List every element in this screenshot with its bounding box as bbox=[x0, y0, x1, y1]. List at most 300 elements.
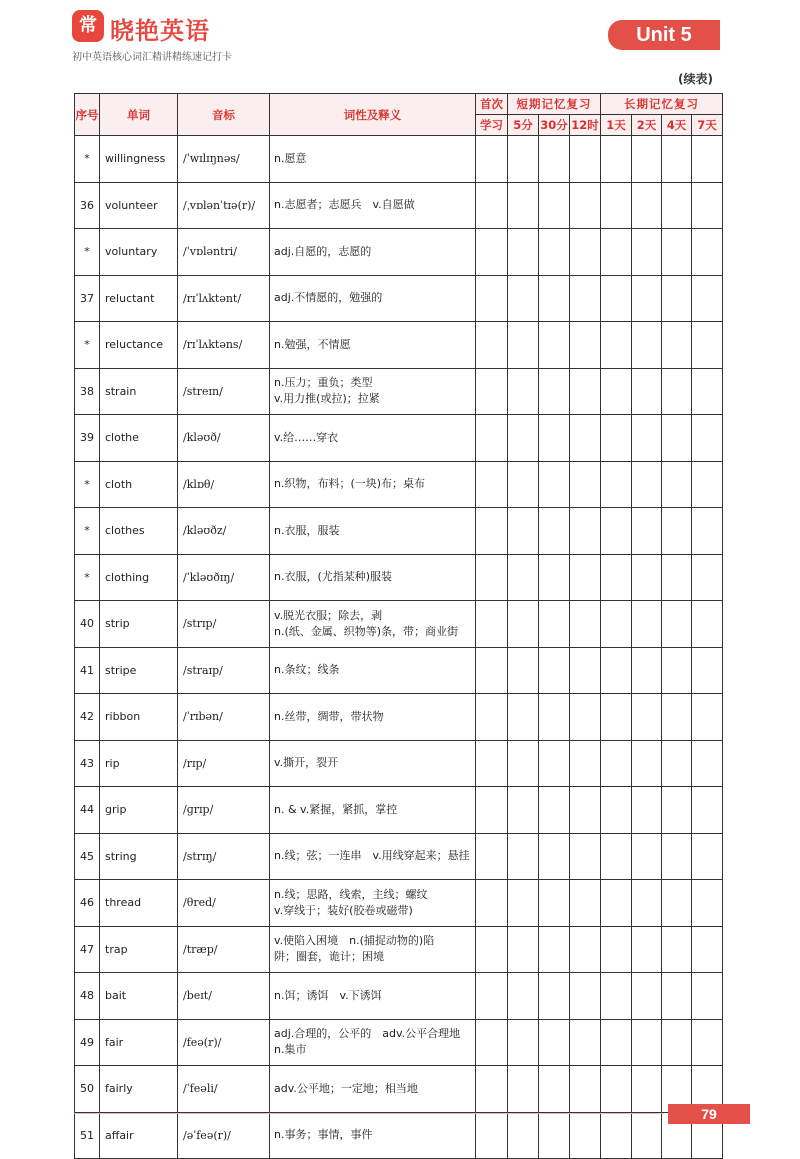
row-word: clothe bbox=[100, 415, 178, 462]
header-short-col: 30分 bbox=[539, 115, 570, 136]
review-checkbox-cell[interactable] bbox=[476, 554, 508, 601]
table-row bbox=[75, 368, 723, 415]
review-checkbox-cell[interactable] bbox=[692, 415, 723, 462]
review-checkbox-cell[interactable] bbox=[692, 787, 723, 834]
review-checkbox-cell[interactable] bbox=[476, 461, 508, 508]
row-word: fairly bbox=[100, 1066, 178, 1113]
review-checkbox-cell[interactable] bbox=[539, 973, 570, 1020]
row-ipa: /træp/ bbox=[178, 926, 270, 973]
review-checkbox-cell[interactable] bbox=[476, 973, 508, 1020]
row-definition bbox=[270, 880, 476, 927]
row-ipa: /kləʊðz/ bbox=[178, 508, 270, 555]
definition-line: v.撕开，裂开 bbox=[274, 756, 339, 770]
definition-line: v.脱光衣服；除去，剥 bbox=[274, 608, 383, 622]
review-checkbox-cell[interactable] bbox=[692, 647, 723, 694]
table-row bbox=[75, 1112, 723, 1159]
review-checkbox-cell[interactable] bbox=[632, 1066, 662, 1113]
review-checkbox-cell[interactable] bbox=[632, 136, 662, 183]
review-checkbox-cell[interactable] bbox=[662, 415, 692, 462]
row-number: 48 bbox=[75, 973, 100, 1020]
review-checkbox-cell[interactable] bbox=[662, 136, 692, 183]
review-checkbox-cell[interactable] bbox=[692, 461, 723, 508]
table-row bbox=[75, 229, 723, 276]
row-ipa: /θred/ bbox=[178, 880, 270, 927]
review-checkbox-cell[interactable] bbox=[508, 973, 539, 1020]
review-checkbox-cell[interactable] bbox=[632, 880, 662, 927]
row-definition bbox=[270, 229, 476, 276]
row-ipa: /strɪp/ bbox=[178, 601, 270, 648]
review-checkbox-cell[interactable] bbox=[570, 1112, 601, 1159]
review-checkbox-cell[interactable] bbox=[476, 740, 508, 787]
review-checkbox-cell[interactable] bbox=[570, 368, 601, 415]
table-row bbox=[75, 601, 723, 648]
row-definition bbox=[270, 787, 476, 834]
table-row bbox=[75, 647, 723, 694]
review-checkbox-cell[interactable] bbox=[662, 926, 692, 973]
review-checkbox-cell[interactable] bbox=[570, 647, 601, 694]
review-checkbox-cell[interactable] bbox=[539, 229, 570, 276]
review-checkbox-cell[interactable] bbox=[692, 229, 723, 276]
review-checkbox-cell[interactable] bbox=[539, 1066, 570, 1113]
review-checkbox-cell[interactable] bbox=[601, 229, 632, 276]
row-definition bbox=[270, 647, 476, 694]
definition-line: v.给……穿衣 bbox=[274, 430, 339, 444]
table-row bbox=[75, 182, 723, 229]
review-checkbox-cell[interactable] bbox=[601, 415, 632, 462]
definition-line: n.织物，布料；(一块)布；桌布 bbox=[274, 477, 426, 491]
review-checkbox-cell[interactable] bbox=[476, 787, 508, 834]
row-word: rip bbox=[100, 740, 178, 787]
review-checkbox-cell[interactable] bbox=[508, 229, 539, 276]
review-checkbox-cell[interactable] bbox=[662, 554, 692, 601]
row-ipa: /ˈwɪlɪŋnəs/ bbox=[178, 136, 270, 183]
table-row bbox=[75, 787, 723, 834]
review-checkbox-cell[interactable] bbox=[539, 601, 570, 648]
header-seq: 序号 bbox=[75, 94, 100, 136]
review-checkbox-cell[interactable] bbox=[601, 182, 632, 229]
review-checkbox-cell[interactable] bbox=[662, 508, 692, 555]
row-definition bbox=[270, 508, 476, 555]
row-ipa: /straɪp/ bbox=[178, 647, 270, 694]
review-checkbox-cell[interactable] bbox=[570, 880, 601, 927]
page-number: 79 bbox=[668, 1104, 750, 1124]
review-checkbox-cell[interactable] bbox=[632, 601, 662, 648]
review-checkbox-cell[interactable] bbox=[662, 1019, 692, 1066]
row-word: clothes bbox=[100, 508, 178, 555]
definition-line: adj.不情愿的，勉强的 bbox=[274, 291, 383, 305]
review-checkbox-cell[interactable] bbox=[476, 275, 508, 322]
table-row bbox=[75, 554, 723, 601]
unit-badge: Unit 5 bbox=[608, 20, 720, 50]
row-number: 46 bbox=[75, 880, 100, 927]
review-checkbox-cell[interactable] bbox=[632, 647, 662, 694]
review-checkbox-cell[interactable] bbox=[570, 833, 601, 880]
review-checkbox-cell[interactable] bbox=[508, 461, 539, 508]
row-number: 36 bbox=[75, 182, 100, 229]
review-checkbox-cell[interactable] bbox=[508, 136, 539, 183]
review-checkbox-cell[interactable] bbox=[662, 973, 692, 1020]
review-checkbox-cell[interactable] bbox=[632, 1112, 662, 1159]
review-checkbox-cell[interactable] bbox=[662, 229, 692, 276]
book-subtitle: 初中英语核心词汇精讲精练速记打卡 bbox=[72, 52, 232, 63]
review-checkbox-cell[interactable] bbox=[539, 880, 570, 927]
review-checkbox-cell[interactable] bbox=[632, 554, 662, 601]
review-checkbox-cell[interactable] bbox=[601, 1066, 632, 1113]
review-checkbox-cell[interactable] bbox=[570, 1066, 601, 1113]
review-checkbox-cell[interactable] bbox=[539, 182, 570, 229]
review-checkbox-cell[interactable] bbox=[508, 880, 539, 927]
row-definition bbox=[270, 275, 476, 322]
review-checkbox-cell[interactable] bbox=[570, 508, 601, 555]
table-row bbox=[75, 136, 723, 183]
review-checkbox-cell[interactable] bbox=[570, 926, 601, 973]
review-checkbox-cell[interactable] bbox=[570, 415, 601, 462]
review-checkbox-cell[interactable] bbox=[692, 833, 723, 880]
review-checkbox-cell[interactable] bbox=[662, 461, 692, 508]
review-checkbox-cell[interactable] bbox=[662, 601, 692, 648]
review-checkbox-cell[interactable] bbox=[570, 182, 601, 229]
review-checkbox-cell[interactable] bbox=[692, 275, 723, 322]
definition-line: n. & v.紧握，紧抓，掌控 bbox=[274, 802, 398, 816]
review-checkbox-cell[interactable] bbox=[539, 926, 570, 973]
review-checkbox-cell[interactable] bbox=[476, 415, 508, 462]
review-checkbox-cell[interactable] bbox=[570, 973, 601, 1020]
review-checkbox-cell[interactable] bbox=[508, 1066, 539, 1113]
review-checkbox-cell[interactable] bbox=[601, 601, 632, 648]
row-ipa: /ˈvɒləntri/ bbox=[178, 229, 270, 276]
definition-line: n.线；弦；一连串 v.用线穿起来；悬挂 bbox=[274, 849, 470, 863]
review-checkbox-cell[interactable] bbox=[601, 554, 632, 601]
review-checkbox-cell[interactable] bbox=[601, 973, 632, 1020]
review-checkbox-cell[interactable] bbox=[662, 322, 692, 369]
row-definition bbox=[270, 740, 476, 787]
review-checkbox-cell[interactable] bbox=[692, 182, 723, 229]
review-checkbox-cell[interactable] bbox=[632, 229, 662, 276]
row-word: affair bbox=[100, 1112, 178, 1159]
review-checkbox-cell[interactable] bbox=[508, 275, 539, 322]
review-checkbox-cell[interactable] bbox=[601, 787, 632, 834]
row-word: cloth bbox=[100, 461, 178, 508]
review-checkbox-cell[interactable] bbox=[476, 136, 508, 183]
review-checkbox-cell[interactable] bbox=[662, 880, 692, 927]
review-checkbox-cell[interactable] bbox=[539, 740, 570, 787]
review-checkbox-cell[interactable] bbox=[508, 601, 539, 648]
row-ipa: /beɪt/ bbox=[178, 973, 270, 1020]
definition-line: n.衣服，(尤指某种)服装 bbox=[274, 570, 393, 584]
review-checkbox-cell[interactable] bbox=[601, 694, 632, 741]
row-definition bbox=[270, 833, 476, 880]
header-word: 单词 bbox=[100, 94, 178, 136]
row-number: 47 bbox=[75, 926, 100, 973]
review-checkbox-cell[interactable] bbox=[632, 415, 662, 462]
header-long-col: 1天 bbox=[601, 115, 632, 136]
row-ipa: /ˈkləʊðɪŋ/ bbox=[178, 554, 270, 601]
row-definition bbox=[270, 1019, 476, 1066]
review-checkbox-cell[interactable] bbox=[632, 833, 662, 880]
review-checkbox-cell[interactable] bbox=[692, 880, 723, 927]
row-word: reluctance bbox=[100, 322, 178, 369]
review-checkbox-cell[interactable] bbox=[539, 554, 570, 601]
row-definition bbox=[270, 322, 476, 369]
review-checkbox-cell[interactable] bbox=[476, 880, 508, 927]
review-checkbox-cell[interactable] bbox=[570, 322, 601, 369]
row-ipa: /ˈrɪbən/ bbox=[178, 694, 270, 741]
review-checkbox-cell[interactable] bbox=[508, 926, 539, 973]
review-checkbox-cell[interactable] bbox=[539, 275, 570, 322]
review-checkbox-cell[interactable] bbox=[632, 508, 662, 555]
review-checkbox-cell[interactable] bbox=[476, 601, 508, 648]
row-number: 51 bbox=[75, 1112, 100, 1159]
review-checkbox-cell[interactable] bbox=[570, 461, 601, 508]
review-checkbox-cell[interactable] bbox=[662, 740, 692, 787]
review-checkbox-cell[interactable] bbox=[508, 322, 539, 369]
row-number: * bbox=[75, 229, 100, 276]
review-checkbox-cell[interactable] bbox=[539, 694, 570, 741]
review-checkbox-cell[interactable] bbox=[601, 740, 632, 787]
review-checkbox-cell[interactable] bbox=[508, 508, 539, 555]
table-row bbox=[75, 880, 723, 927]
review-checkbox-cell[interactable] bbox=[539, 136, 570, 183]
row-definition bbox=[270, 368, 476, 415]
review-checkbox-cell[interactable] bbox=[662, 182, 692, 229]
review-checkbox-cell[interactable] bbox=[662, 647, 692, 694]
review-checkbox-cell[interactable] bbox=[539, 368, 570, 415]
review-checkbox-cell[interactable] bbox=[508, 833, 539, 880]
definition-line: n.(纸、金属、织物等)条，带；商业街 bbox=[274, 624, 459, 638]
definition-line: adj.合理的，公平的 adv.公平合理地 bbox=[274, 1027, 461, 1041]
review-checkbox-cell[interactable] bbox=[632, 461, 662, 508]
review-checkbox-cell[interactable] bbox=[476, 182, 508, 229]
table-row bbox=[75, 508, 723, 555]
review-checkbox-cell[interactable] bbox=[570, 136, 601, 183]
row-number: 45 bbox=[75, 833, 100, 880]
review-checkbox-cell[interactable] bbox=[662, 368, 692, 415]
review-checkbox-cell[interactable] bbox=[662, 833, 692, 880]
review-checkbox-cell[interactable] bbox=[539, 1112, 570, 1159]
row-definition bbox=[270, 1066, 476, 1113]
review-checkbox-cell[interactable] bbox=[508, 554, 539, 601]
review-checkbox-cell[interactable] bbox=[539, 322, 570, 369]
review-checkbox-cell[interactable] bbox=[692, 136, 723, 183]
review-checkbox-cell[interactable] bbox=[508, 647, 539, 694]
review-checkbox-cell[interactable] bbox=[539, 1019, 570, 1066]
row-number: 41 bbox=[75, 647, 100, 694]
review-checkbox-cell[interactable] bbox=[601, 833, 632, 880]
definition-line: n.条纹；线条 bbox=[274, 663, 340, 677]
review-checkbox-cell[interactable] bbox=[662, 694, 692, 741]
review-checkbox-cell[interactable] bbox=[692, 508, 723, 555]
review-checkbox-cell[interactable] bbox=[601, 647, 632, 694]
table-row bbox=[75, 740, 723, 787]
review-checkbox-cell[interactable] bbox=[692, 368, 723, 415]
review-checkbox-cell[interactable] bbox=[662, 787, 692, 834]
review-checkbox-cell[interactable] bbox=[508, 368, 539, 415]
header-definition: 词性及释义 bbox=[270, 94, 476, 136]
row-ipa: /streɪn/ bbox=[178, 368, 270, 415]
review-checkbox-cell[interactable] bbox=[601, 880, 632, 927]
row-ipa: /strɪŋ/ bbox=[178, 833, 270, 880]
review-checkbox-cell[interactable] bbox=[476, 694, 508, 741]
header-first-sub: 学习 bbox=[476, 115, 508, 136]
review-checkbox-cell[interactable] bbox=[601, 461, 632, 508]
review-checkbox-cell[interactable] bbox=[539, 787, 570, 834]
row-word: volunteer bbox=[100, 182, 178, 229]
review-checkbox-cell[interactable] bbox=[632, 926, 662, 973]
review-checkbox-cell[interactable] bbox=[692, 694, 723, 741]
review-checkbox-cell[interactable] bbox=[476, 647, 508, 694]
row-word: grip bbox=[100, 787, 178, 834]
header-long-col: 2天 bbox=[632, 115, 662, 136]
row-number: 39 bbox=[75, 415, 100, 462]
review-checkbox-cell[interactable] bbox=[570, 554, 601, 601]
review-checkbox-cell[interactable] bbox=[692, 322, 723, 369]
row-word: thread bbox=[100, 880, 178, 927]
brand-logo bbox=[72, 10, 262, 63]
definition-line: adj.自愿的，志愿的 bbox=[274, 244, 372, 258]
definition-line: n.志愿者；志愿兵 v.自愿做 bbox=[274, 198, 415, 212]
header-short-term: 短期记忆复习 bbox=[508, 94, 601, 115]
review-checkbox-cell[interactable] bbox=[632, 694, 662, 741]
review-checkbox-cell[interactable] bbox=[632, 973, 662, 1020]
review-checkbox-cell[interactable] bbox=[508, 787, 539, 834]
review-checkbox-cell[interactable] bbox=[662, 275, 692, 322]
review-checkbox-cell[interactable] bbox=[508, 415, 539, 462]
review-checkbox-cell[interactable] bbox=[601, 136, 632, 183]
review-checkbox-cell[interactable] bbox=[539, 647, 570, 694]
review-checkbox-cell[interactable] bbox=[601, 322, 632, 369]
review-checkbox-cell[interactable] bbox=[508, 1019, 539, 1066]
review-checkbox-cell[interactable] bbox=[476, 1066, 508, 1113]
review-checkbox-cell[interactable] bbox=[692, 601, 723, 648]
definition-line: n.愿意 bbox=[274, 151, 307, 165]
row-number: 50 bbox=[75, 1066, 100, 1113]
row-ipa: /rɪˈlʌktənt/ bbox=[178, 275, 270, 322]
row-word: fair bbox=[100, 1019, 178, 1066]
review-checkbox-cell[interactable] bbox=[632, 787, 662, 834]
review-checkbox-cell[interactable] bbox=[570, 787, 601, 834]
header-long-col: 7天 bbox=[692, 115, 723, 136]
review-checkbox-cell[interactable] bbox=[476, 508, 508, 555]
definition-line: n.饵；诱饵 v.下诱饵 bbox=[274, 988, 382, 1002]
table-row bbox=[75, 926, 723, 973]
row-ipa: /ˌvɒlənˈtɪə(r)/ bbox=[178, 182, 270, 229]
review-checkbox-cell[interactable] bbox=[632, 182, 662, 229]
review-checkbox-cell[interactable] bbox=[601, 1019, 632, 1066]
review-checkbox-cell[interactable] bbox=[570, 275, 601, 322]
review-checkbox-cell[interactable] bbox=[570, 601, 601, 648]
definition-line: n.衣服，服装 bbox=[274, 523, 340, 537]
review-checkbox-cell[interactable] bbox=[692, 740, 723, 787]
review-checkbox-cell[interactable] bbox=[476, 322, 508, 369]
review-checkbox-cell[interactable] bbox=[601, 275, 632, 322]
definition-line: 阱；圈套，诡计；困境 bbox=[274, 950, 384, 964]
review-checkbox-cell[interactable] bbox=[601, 368, 632, 415]
definition-line: adv.公平地；一定地；相当地 bbox=[274, 1081, 418, 1095]
definition-line: n.事务；事情，事件 bbox=[274, 1128, 373, 1142]
review-checkbox-cell[interactable] bbox=[601, 926, 632, 973]
row-ipa: /rɪp/ bbox=[178, 740, 270, 787]
definition-line: n.线；思路，线索，主线；螺纹 bbox=[274, 887, 428, 901]
review-checkbox-cell[interactable] bbox=[476, 1019, 508, 1066]
definition-line: n.勉强，不情愿 bbox=[274, 337, 351, 351]
row-number: * bbox=[75, 136, 100, 183]
review-checkbox-cell[interactable] bbox=[570, 1019, 601, 1066]
review-checkbox-cell[interactable] bbox=[508, 182, 539, 229]
row-number: * bbox=[75, 461, 100, 508]
header-first: 首次 bbox=[476, 94, 508, 115]
review-checkbox-cell[interactable] bbox=[692, 554, 723, 601]
review-checkbox-cell[interactable] bbox=[508, 740, 539, 787]
table-row bbox=[75, 694, 723, 741]
review-checkbox-cell[interactable] bbox=[601, 1112, 632, 1159]
definition-line: n.压力；重负；类型 bbox=[274, 376, 373, 390]
review-checkbox-cell[interactable] bbox=[539, 833, 570, 880]
review-checkbox-cell[interactable] bbox=[632, 1019, 662, 1066]
row-word: ribbon bbox=[100, 694, 178, 741]
row-word: stripe bbox=[100, 647, 178, 694]
row-definition bbox=[270, 554, 476, 601]
row-number: 42 bbox=[75, 694, 100, 741]
definition-line: v.穿线于；装好(胶卷或磁带) bbox=[274, 903, 413, 917]
review-checkbox-cell[interactable] bbox=[632, 368, 662, 415]
review-checkbox-cell[interactable] bbox=[692, 973, 723, 1020]
row-word: willingness bbox=[100, 136, 178, 183]
row-word: string bbox=[100, 833, 178, 880]
review-checkbox-cell[interactable] bbox=[476, 368, 508, 415]
row-word: voluntary bbox=[100, 229, 178, 276]
table-row bbox=[75, 973, 723, 1020]
row-ipa: /əˈfeə(r)/ bbox=[178, 1112, 270, 1159]
review-checkbox-cell[interactable] bbox=[570, 229, 601, 276]
row-number: * bbox=[75, 554, 100, 601]
review-checkbox-cell[interactable] bbox=[539, 508, 570, 555]
review-checkbox-cell[interactable] bbox=[476, 926, 508, 973]
review-checkbox-cell[interactable] bbox=[632, 275, 662, 322]
header-ipa: 音标 bbox=[178, 94, 270, 136]
review-checkbox-cell[interactable] bbox=[570, 740, 601, 787]
review-checkbox-cell[interactable] bbox=[632, 740, 662, 787]
review-checkbox-cell[interactable] bbox=[508, 694, 539, 741]
review-checkbox-cell[interactable] bbox=[632, 322, 662, 369]
table-row bbox=[75, 1066, 723, 1113]
review-checkbox-cell[interactable] bbox=[692, 926, 723, 973]
review-checkbox-cell[interactable] bbox=[601, 508, 632, 555]
row-number: 44 bbox=[75, 787, 100, 834]
table-row bbox=[75, 322, 723, 369]
table-row bbox=[75, 461, 723, 508]
review-checkbox-cell[interactable] bbox=[476, 1112, 508, 1159]
review-checkbox-cell[interactable] bbox=[508, 1112, 539, 1159]
header-short-col: 12时 bbox=[570, 115, 601, 136]
definition-line: v.使陷入困境 n.(捕捉动物的)陷 bbox=[274, 934, 435, 948]
row-ipa: /ɡrɪp/ bbox=[178, 787, 270, 834]
row-definition bbox=[270, 461, 476, 508]
row-definition bbox=[270, 415, 476, 462]
review-checkbox-cell[interactable] bbox=[692, 1019, 723, 1066]
header-long-term: 长期记忆复习 bbox=[601, 94, 723, 115]
row-definition bbox=[270, 973, 476, 1020]
review-checkbox-cell[interactable] bbox=[539, 461, 570, 508]
row-definition bbox=[270, 694, 476, 741]
review-checkbox-cell[interactable] bbox=[570, 694, 601, 741]
row-number: 40 bbox=[75, 601, 100, 648]
row-definition bbox=[270, 182, 476, 229]
review-checkbox-cell[interactable] bbox=[476, 229, 508, 276]
row-word: bait bbox=[100, 973, 178, 1020]
review-checkbox-cell[interactable] bbox=[539, 415, 570, 462]
row-ipa: /kləʊð/ bbox=[178, 415, 270, 462]
review-checkbox-cell[interactable] bbox=[476, 833, 508, 880]
